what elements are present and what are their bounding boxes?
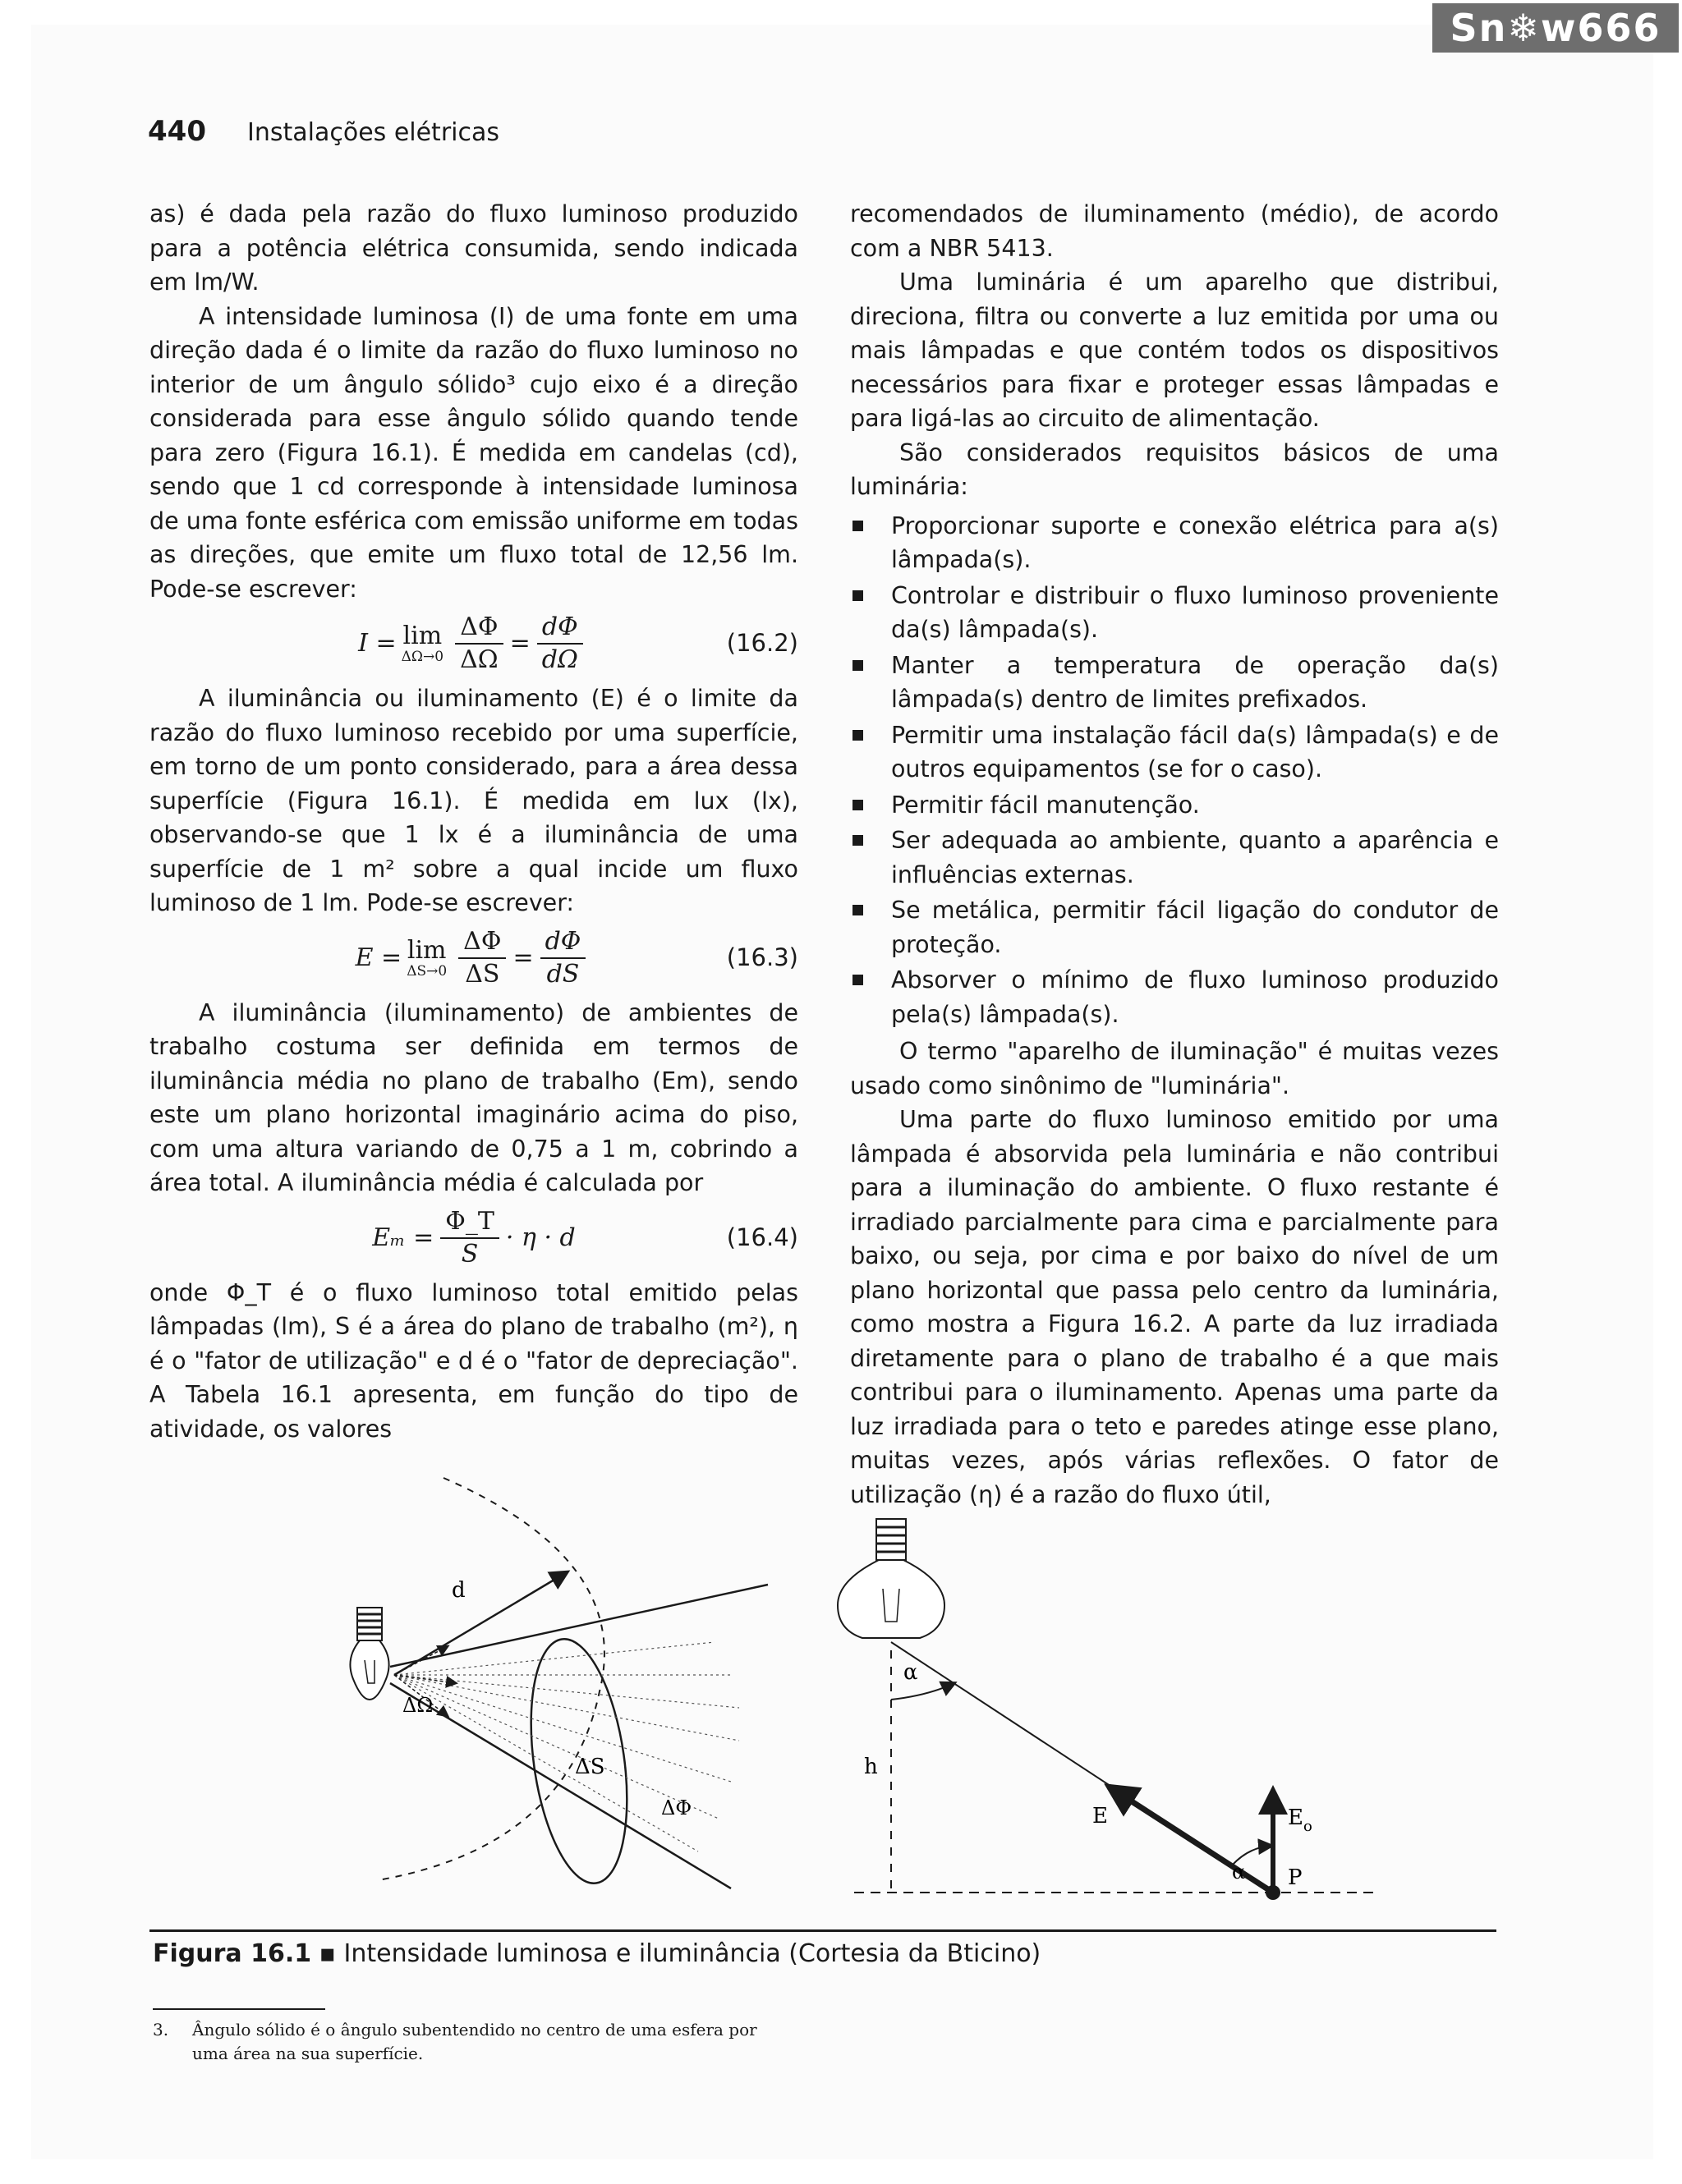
eq-rest: · η · d <box>505 1223 576 1252</box>
eq-fraction <box>455 612 503 676</box>
paragraph: Uma parte do fluxo luminoso emitido por uma lâmpada é absorvida pela luminária e não contribui para a iluminação do ambiente. O fluxo restante é irradiado parcialmente para cima e parcialmente para baixo, ou seja, por cima e por baixo do nível de um plano horizontal que passa pelo centro da luminária, como mostra a Figura 16.2. A parte da luz irradiada diretamente para o plano de trabalho é a que mais contribui para o iluminamento. Apenas uma parte da luz irradiada para o teto e paredes atinge esse plano, muitas vezes, após várias reflexões. O fator de utilização (η) é a razão do fluxo útil, <box>850 1106 1499 1508</box>
footnote-rule <box>153 2008 325 2010</box>
list-item: Se metálica, permitir fácil ligação do condutor de proteção. <box>850 893 1499 961</box>
right-column <box>850 197 1499 1512</box>
eq-denominator: ΔΩ <box>460 645 499 674</box>
eq-fraction <box>440 1206 499 1270</box>
eq-fraction <box>537 612 583 676</box>
eq-equals: = <box>509 629 531 658</box>
eq-denominator: dΩ <box>541 645 578 674</box>
list-item: Absorver o mínimo de fluxo luminoso produzido pela(s) lâmpada(s). <box>850 963 1499 1031</box>
running-header <box>148 115 499 148</box>
eq-denominator: S <box>461 1239 479 1269</box>
eq-numerator: Φ_T <box>440 1206 499 1239</box>
eq-lim-text: lim <box>407 935 447 965</box>
equation-16-4 <box>149 1200 798 1276</box>
label-alpha: α <box>1232 1861 1246 1883</box>
paragraph: A iluminância ou iluminamento (E) é o limite da razão do fluxo luminoso recebido por uma superfície, em torno de um ponto considerado, para a área dessa superfície (Figura 16.1). É medida em lux (lx), observando-se que 1 lx é a iluminância de uma superfície de 1 m² sobre a qual incide um fluxo luminoso de 1 lm. Pode-se escrever: <box>149 685 798 916</box>
label-p: P <box>1288 1865 1303 1890</box>
paragraph: O termo "aparelho de iluminação" é muitas vezes usado como sinônimo de "luminária". <box>850 1038 1499 1099</box>
list-item: Manter a temperatura de operação da(s) lâmpada(s) dentro de limites prefixados. <box>850 649 1499 717</box>
eq-lhs: Eₘ = <box>372 1223 434 1252</box>
equation-number: (16.2) <box>726 629 798 658</box>
footnote <box>153 2018 810 2066</box>
eq-numerator: dΦ <box>540 926 586 959</box>
illuminance-diagram <box>838 1519 1380 1900</box>
paragraph: A intensidade luminosa (I) de uma fonte em uma direção dada é o limite da razão do fluxo luminoso no interior de um ângulo sólido³ cujo eixo é a direção considerada para esse ângulo sólido quando tende para zero (Figura 16.1). É medida em candelas (cd), sendo que 1 cd corresponde à intensidade luminosa de uma fonte esférica com emissão uniforme em todas as direções, que emite um fluxo total de 12,56 lm. Pode-se escrever: <box>149 302 798 603</box>
equation-number: (16.3) <box>726 943 798 971</box>
eq-lim-text: lim <box>402 622 443 650</box>
figure-16-1 <box>271 1445 1470 1905</box>
label-delta-phi: ΔΦ <box>661 1796 692 1819</box>
light-rays <box>394 1642 739 1851</box>
paragraph: onde Φ_T é o fluxo luminoso total emitido pelas lâmpadas (lm), S é a área do plano de trabalho (m²), η é o "fator de utilização" e d é o "fator de depreciação". A Tabela 16.1 apresenta, em função do tipo de atividade, os valores <box>149 1278 798 1443</box>
requirements-list <box>850 509 1499 1032</box>
equation-number: (16.4) <box>726 1223 798 1251</box>
caption-label: Figura 16.1 <box>153 1939 312 1968</box>
footnote-text: Ângulo sólido é o ângulo subentendido no centro de uma esfera por <box>192 2020 757 2039</box>
caption-separator: ▪ <box>311 1939 344 1968</box>
list-item: Proporcionar suporte e conexão elétrica para a(s) lâmpada(s). <box>850 509 1499 577</box>
label-e: E <box>1092 1804 1108 1828</box>
equation-16-3 <box>149 920 798 996</box>
paragraph: Uma luminária é um aparelho que distribui, direciona, filtra ou converte a luz emitida por uma ou mais lâmpadas e que contém todos os dispositivos necessários para fixar e proteger essas lâmpadas e para ligá-las ao circuito de alimentação. <box>850 268 1499 432</box>
paragraph: São considerados requisitos básicos de uma luminária: <box>850 438 1499 500</box>
label-h: h <box>864 1755 878 1779</box>
watermark-logo: Sn❄w666 <box>1432 3 1679 53</box>
footnote-text: uma área na sua superfície. <box>192 2044 424 2063</box>
eq-numerator: ΔΦ <box>455 612 503 645</box>
label-eo-main: E <box>1288 1805 1303 1830</box>
caption-rule <box>149 1929 1496 1932</box>
eq-lim-sub: ΔΩ→0 <box>401 649 444 665</box>
figure-caption <box>153 1939 1041 1968</box>
lamp-icon <box>350 1608 388 1700</box>
list-item: Controlar e distribuir o fluxo luminoso proveniente da(s) lâmpada(s). <box>850 579 1499 647</box>
paragraph: A iluminância (iluminamento) de ambientes de trabalho costuma ser definida em termos de iluminância média no plano de trabalho (Em), sendo este um plano horizontal imaginário acima do piso, com uma altura variando de 0,75 a 1 m, cobrindo a área total. A iluminância média é calculada por <box>149 998 798 1196</box>
eq-denominator: dS <box>546 959 580 989</box>
eq-numerator: ΔΦ <box>458 926 506 959</box>
eq-denominator: ΔS <box>465 959 500 989</box>
eq-fraction <box>458 926 506 990</box>
angle-arc-top <box>891 1683 954 1700</box>
point-p <box>1266 1885 1280 1900</box>
intensity-diagram <box>350 1478 768 1889</box>
cone-line <box>390 1683 731 1888</box>
page-number: 440 <box>148 115 206 148</box>
eq-limit <box>402 623 443 664</box>
eq-lhs: I = <box>358 629 397 658</box>
paragraph: recomendados de iluminamento (médio), de acordo com a NBR 5413. <box>850 200 1499 262</box>
illuminance-vector <box>1109 1787 1273 1893</box>
eq-lhs: E = <box>355 943 402 972</box>
paragraph: as) é dada pela razão do fluxo luminoso produzido para a potência elétrica consumida, sendo indicada em lm/W. <box>149 200 798 296</box>
equation-16-2 <box>149 606 798 681</box>
eq-numerator: dΦ <box>537 612 583 645</box>
eq-limit <box>407 935 448 980</box>
footnote-number: 3. <box>153 2020 169 2039</box>
label-eo-sub: o <box>1303 1818 1312 1835</box>
label-eo <box>1288 1805 1312 1835</box>
list-item: Permitir fácil manutenção. <box>850 788 1499 823</box>
lamp-icon <box>838 1519 944 1638</box>
sphere-arc <box>378 1478 604 1880</box>
label-delta-omega: ΔΩ <box>402 1694 434 1717</box>
cone-line <box>390 1585 768 1667</box>
left-column <box>149 197 798 1446</box>
label-d: d <box>452 1578 466 1603</box>
eq-lim-sub: ΔS→0 <box>407 962 448 980</box>
caption-text: Intensidade luminosa e iluminância (Cortesia da Bticino) <box>343 1939 1041 1968</box>
eq-equals: = <box>512 943 534 972</box>
list-item: Ser adequada ao ambiente, quanto a aparência e influências externas. <box>850 824 1499 892</box>
label-alpha: α <box>903 1660 918 1685</box>
label-delta-s: ΔS <box>575 1755 605 1779</box>
running-title: Instalações elétricas <box>246 118 500 147</box>
list-item: Permitir uma instalação fácil da(s) lâmpada(s) e de outros equipamentos (se for o caso). <box>850 718 1499 787</box>
eq-fraction <box>540 926 586 990</box>
